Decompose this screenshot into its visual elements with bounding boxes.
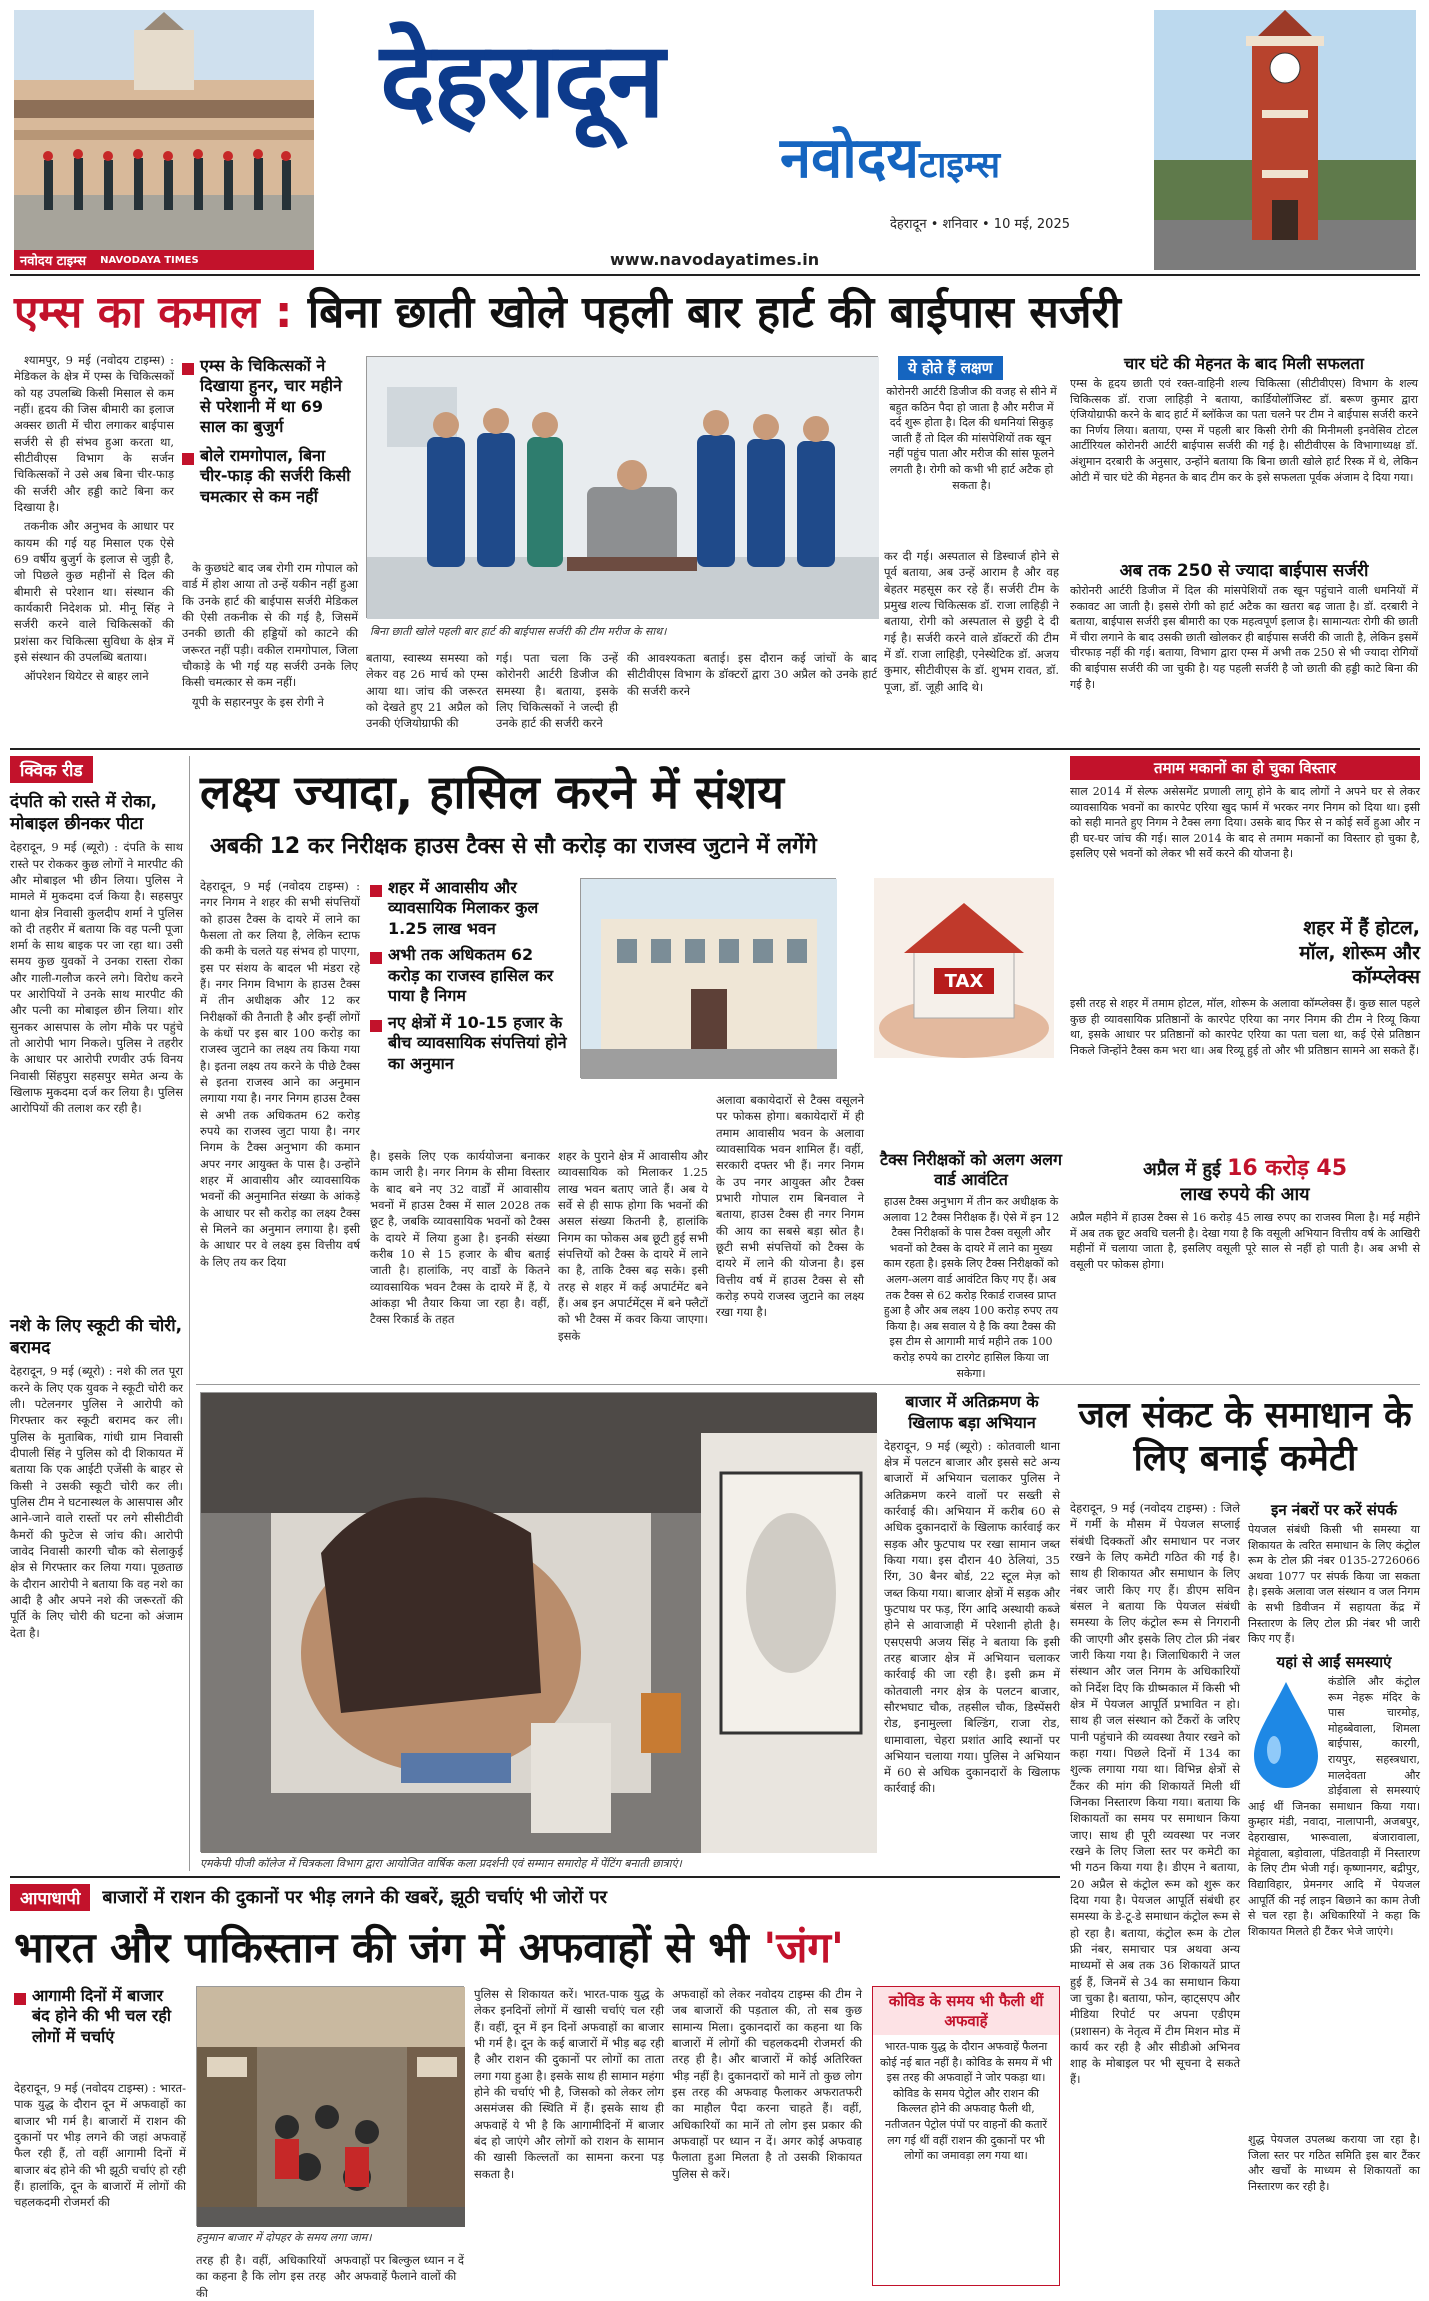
lakshan-title: ये होते हैं लक्षण <box>898 356 1003 380</box>
tax-bullet-3-text: नए क्षेत्रों में 10-15 हजार के बीच व्यावसायिक संपत्तियां होने का अनुमान <box>388 1012 567 1073</box>
april-text: अप्रैल महीने में हाउस टैक्स से 16 करोड़ 45 लाख रुपए का राजस्व मिला है। मई महीने में अब तक छूट अवधि चलनी है। देखा गया है कि वसूली अभियान वित्तीय वर्ष के आखिरी महीनों में चलाया जाता है, इसलिए वसूली पूरे साल से नहीं हो पाती है। अब अभी से वसूली पर फोकस होगा। <box>1070 1211 1420 1271</box>
masthead-title: देहरादून <box>380 19 663 141</box>
rumors-photo-caption: हनुमान बाजार में दोपहर के समय लगा जाम। <box>196 2231 372 2244</box>
kickread-h1: दंपति को रास्ते में रोका, मोबाइल छीनकर पीटा <box>10 792 158 835</box>
tax-side-head2: शहर में हैं होटल, मॉल, शोरूम और कॉम्प्लेक्स <box>1299 917 1420 989</box>
tax-bullet-3 <box>370 1013 570 1074</box>
tax-subhead: अबकी 12 कर निरीक्षक हाउस टैक्स से सौ करोड़ का राजस्व जुटाने में लगेंगे <box>210 834 817 859</box>
masthead-photo-parade <box>14 10 314 250</box>
issues-head: यहां से आईं समस्याएं <box>1276 1653 1392 1671</box>
rumors-col3: अफवाहों पर बिल्कुल ध्यान न दें और अफवाहें फैलाने वालों की <box>334 2253 464 2284</box>
water-side <box>1248 1500 1420 2280</box>
aiims-col2-end: यूपी के सहारनपुर के इस रोगी ने <box>192 694 324 709</box>
tax-side-text2: इसी तरह से शहर में तमाम होटल, मॉल, शोरूम के अलावा कॉम्प्लेक्स हैं। कुछ साल पहले कुछ ही व्यावसायिक प्रतिष्ठानों के कारपेट एरिया का नगर निगम की टीम ने रिव्यू किया था, इसके आधार पर प्रतिष्ठानों को कारपेट एरिया का पता चला था, कई ऐसे प्रतिष्ठान निकले जिन्होंने टैक्स कम भरा था। अब रिव्यू हुई तो और भी प्रतिष्ठान सामने आ सकते हैं। <box>1070 997 1420 1057</box>
aiims-col2 <box>182 560 358 744</box>
rumors-headline-a: भारत और पाकिस्तान की जंग में अफवाहों से भी <box>14 1923 764 1972</box>
masthead-brand-block <box>780 118 1000 194</box>
sub-brand-en: NAVODAYA TIMES <box>100 254 199 266</box>
tax-office-photo <box>580 878 836 1078</box>
tax-bullet-2-text: अभी तक अधिकतम 62 करोड़ का राजस्व हासिल कर पाया है निगम <box>388 945 554 1006</box>
rumors-bullet-item <box>14 1986 184 2047</box>
rumors-col1: देहरादून, 9 मई (नवोदय टाइम्स) : भारत-पाक युद्ध के दौरान दून में अफवाहों का बाजार भी गर्म है। बाजारों में राशन की दुकानों पर भीड़ लगने की जहां अफवाहें फैल रही हैं, तो वहीं आगामी दिनों में बाजार बंद होने की भी झूठी चर्चाएं हो रही हैं। हालांकि, दून के बाजारों में लोगों की चहलकदमी रोजमर्रा की <box>14 2081 186 2210</box>
aiims-col3: बताया, स्वास्थ्य समस्या को लेकर वह 26 मार्च को एम्स आया था। जांच की जरूरत को देखते हुए 21 अप्रैल को उनकी एंजियोग्राफी की <box>366 651 488 731</box>
aiims-right-head2: अब तक 250 से ज्यादा बाईपास सर्जरी <box>1119 561 1369 581</box>
water-drop-icon <box>1248 1678 1324 1788</box>
website-link[interactable]: www.navodayatimes.in <box>610 250 820 269</box>
aiims-photo-caption: बिना छाती खोले पहली बार हार्ट की बाईपास सर्जरी की टीम मरीज के साथ। <box>370 625 667 638</box>
aiims-bullet-1-text: एम्स के चिकित्सकों ने दिखाया हुनर, चार महीने से परेशानी में था 69 साल का बुजुर्ग <box>200 356 342 437</box>
rumors-headline-b: 'जंग' <box>763 1923 844 1972</box>
tax-bullet-2 <box>370 945 570 1006</box>
tax-side <box>1070 756 1420 1376</box>
water-headline: जल संकट के समाधान के लिए बनाई कमेटी <box>1078 1395 1412 1480</box>
art-exhibition-photo <box>200 1392 876 1852</box>
svg-text:TAX: TAX <box>944 971 984 992</box>
inspectors-box <box>880 1150 1062 1394</box>
masthead-brand: नवोदय <box>780 126 919 191</box>
sub-brand-strip <box>14 250 314 270</box>
aiims-col4: गई। पता चला कि उन्हें कोरोनरी आर्टरी डिजीज की समस्या है। बताया, इसके लिए चिकित्सकों ने जल्दी ही उनके हार्ट की सर्जरी करने <box>496 651 618 731</box>
tax-col1: देहरादून, 9 मई (नवोदय टाइम्स) : नगर निगम ने शहर की सभी संपत्तियों को हाउस टैक्स के दायरे में लाने का फैसला तो कर लिया है, लेकिन स्टाफ की कमी के चलते यह संभव हो पाएगा, इस पर संशय के बादल भी मंडरा रहे हैं। नगर निगम विभाग के हाउस टैक्स में तीन अधीक्षक और 12 कर निरीक्षकों की तैनाती है और इन्हीं लोगों के कंधों पर इस बार 100 करोड़ का राजस्व जुटाने का लक्ष्य तय किया गया है। इतना लक्ष्य तय करने के पीछे टैक्स से इतना राजस्व आने का अनुमान लगाया गया है। नगर निगम हाउस टैक्स से अभी तक अधिकतम 62 करोड़ रुपये का राजस्व जुटा पाया है। नगर निगम के टैक्स अनुभाग की कमान अपर नगर आयुक्त के पास है। उन्होंने शहर में आवासीय और व्यावसायिक भवनों की अनुमानित संख्या के आंकड़े के आधार पर सौ करोड़ का लक्ष्य टैक्स से मिलने का अनुमान लगाया है। इसी के आधार पर वे लक्ष्य इस वित्तीय वर्ष के लिए तय कर दिया <box>200 879 360 1269</box>
aiims-bullet-2 <box>182 446 352 507</box>
aiims-col1 <box>14 352 174 742</box>
rumors-kicker: बाजारों में राशन की दुकानों पर भीड़ लगने की खबरें, झूठी चर्चाएं भी जोरों पर <box>102 1887 607 1908</box>
covid-box <box>872 1986 1060 2286</box>
rule-top <box>10 274 1420 276</box>
kickread-column <box>10 756 190 1871</box>
water-col1: देहरादून, 9 मई (नवोदय टाइम्स) : जिले में गर्मी के मौसम में पेयजल सप्लाई संबंधी दिक्कतों और समाधान पर नजर रखने के लिए कमेटी गठित की गई है। साथ ही शिकायत और समाधान के लिए नंबर जारी किए गए हैं। डीएम सविन बंसल ने बताया कि पेयजल संबंधी समस्या के लिए कंट्रोल रूम से निगरानी की जाएगी और इसके लिए टोल फ्री नंबर जारी किया गया है। जिलाधिकारी ने जल संस्थान और जल निगम के अधिकारियों को निर्देश दिए कि ग्रीष्मकाल में किसी भी क्षेत्र में पेयजल आपूर्ति प्रभावित न हो। साथ ही जल संस्थान को टैंकरों के जरिए पानी पहुंचाने की व्यवस्था तैयार रखने को कहा गया। पिछले दिनों में 134 का शुल्क लगाया गया था। विभिन्न क्षेत्रों से टैंकर की मांग की शिकायतें मिली थीं जिनका निस्तारण किया गया। बताया कि शिकायतों का समय पर समाधान किया जाए। साथ ही पूरी व्यवस्था पर नजर रखने के लिए जिला स्तर पर कमेटी का भी गठन किया गया है। डीएम ने बताया, 20 अप्रैल से कंट्रोल रूम को शुरू कर दिया गया है। पेयजल आपूर्ति संबंधी हर समस्या के डे-टू-डे समाधान कंट्रोल रूम से हो रहा है। बताया, कंट्रोल रूम के टोल फ्री नंबर, समाचार पत्र अथवा अन्य माध्यमों से अब तक 36 शिकायतें प्राप्त हुई हैं, जिनमें से 34 का समाधान किया जा चुका है। बताया, फोन, व्हाट्सएप और मीडिया रिपोर्ट पर अपना एडीएम (प्रशासन) के नेतृत्व में टीम मिशन मोड में कार्य कर रही है और सीडीओ अभिनव शाह के मोबाइल पर भी सूचना दे सकते हैं। <box>1070 1501 1240 2087</box>
covid-text: भारत-पाक युद्ध के दौरान अफवाहें फैलना कोई नई बात नहीं है। कोविड के समय में भी इस तरह की अफवाहों ने जोर पकड़ा था। कोविड के समय पेट्रोल और राशन की किल्लत होने की अफवाह फैली थी, नतीजतन पेट्रोल पंपों पर वाहनों की कतारें लग गई थीं वहीं राशन की दुकानों पर भी लोगों का जमावड़ा लग गया था। <box>879 2040 1053 2163</box>
issues-text: कंडोलि और कंट्रोल रूम नेहरू मंदिर के पास चारमोड़, मोहब्बेवाला, शिमला बाईपास, कारगी, रायपुर, सहस्त्रधारा, मालदेवता और डोईवाला से समस्याएं आई थीं जिनका समाधान किया गया। कुम्हार मंडी, नवादा, नालापानी, अजबपुर, देहराखास, भारूवाला, बंजारावाला, मेहूंवाला, बड़ोवाला, पंडितवाड़ी में निस्तारण के लिए टीम भेजी गई। कृष्णानगर, बद्रीपुर, विद्याविहार, प्रेमनगर आदि में पेयजल आपूर्ति की नई लाइन बिछाने का काम तेजी से चल रहा है। अधिकारियों ने कहा कि शिकायत मिलते ही टैंकर भेजे जाएंगे। <box>1248 1675 1420 1938</box>
aiims-team-photo <box>366 356 878 618</box>
rumors-col4: पुलिस से शिकायत करें। भारत-पाक युद्ध के लेकर इनदिनों लोगों में खासी चर्चाएं चल रही हैं। वहीं, दून में इन दिनों अफवाहों का बाजार भी गर्म है। दून के कई बाजारों में भीड़ बढ़ रही है और राशन की दुकानों पर लोगों का ताता लगा गया हुआ है। इसके साथ ही सामान महंगा होने की चर्चाएं भी है, जिसको को लेकर लोग असमंजस की स्थिति में हैं। इसके साथ ही अफवाहें ये भी है कि आगामीदिनों में बाजार बंद हो जाएंगे और लोगों को राशन के सामान की खासी किल्लतों का सामना करना पड़ सकता है। <box>474 1987 664 2181</box>
tax-headline: लक्ष्य ज्यादा, हासिल करने में संशय <box>200 765 784 819</box>
aiims-right-head: चार घंटे की मेहनत के बाद मिली सफलता <box>1124 354 1364 373</box>
aiims-headline-red: एम्स का कमाल : <box>14 287 293 338</box>
encroach-text: देहरादून, 9 मई (ब्यूरो) : कोतवाली थाना क्षेत्र में पलटन बाजार और इससे सटे अन्य बाजारों में अभियान चलाकर पुलिस ने अतिक्रमण करने वालों पर सख्ती से कार्रवाई की। अभियान में करीब 60 से अधिक दुकानदारों के खिलाफ कार्रवाई कर सड़क और फुटपाथ पर रखा सामान जब्त किया गया। इस दौरान 40 ठेलियां, 35 रिंग, 30 बैनर बोर्ड, 22 स्टूल मेज़ को जब्त किया गया। बाजार क्षेत्रों में सड़क और फुटपाथ पर फड़, रिंग आदि अस्थायी कब्जे होने से आवाजाही में परेशानी होती है। एसएसपी अजय सिंह ने बताया कि इसी तरह बाजार क्षेत्र में अभियान चलाकर कार्रवाई की जा रही है। इसी क्रम में कोतवाली नगर क्षेत्र के पलटन बाजार, सौरभघाट चौक, तहसील चौक, डिस्पेंसरी रोड, इनामुल्ला बिल्डिंग, राजा रोड, धामावाला, चेहरा प्रशांत आदि स्थानों पर अभियान चलाया गया। पुलिस ने अभियान में 60 से अधिक दुकानदारों के खिलाफ कार्रवाई की। <box>884 1438 1060 1796</box>
rumors-tag: आपाधापी <box>10 1884 90 1911</box>
rumors-headline <box>14 1918 1060 1975</box>
rule-row3 <box>196 1384 1420 1385</box>
april-head <box>1070 1152 1420 1206</box>
aiims-right-text: एम्स के हृदय छाती एवं रक्त-वाहिनी शल्य चिकित्सा (सीटीवीएस) विभाग के शल्य चिकित्सक डॉ. राजा लाहिड़ी ने बताया, कार्डियोलॉजिस्ट डॉ. बरूण कुमार द्वारा एंजियोग्राफी करने के बाद हार्ट में ब्लॉकेज का पता चलने पर टीम ने बाईपास सर्जरी करने का निर्णय लिया। बताया, एम्स में पहली बार किसी रोगी की मिनीमली इनवेसिव टोटल आर्टीरियल कोरोनरी आर्टरी बाईपास सर्जरी की गई है। सीटीवीएस के विभागाध्यक्ष डॉ. अंशुमान दरबारी के अनुसार, उन्होंने बताया कि बिना छाती खोले हार्ट रिस्क में थे, लेकिन ओटी में चार घंटे की मेहनत के बाद टीम कर के इसे सफलता पूर्वक अंजाम दे दिया गया। <box>1070 377 1418 484</box>
sub-brand: नवोदय टाइम्स <box>20 254 87 269</box>
aiims-col5: कर दी गई। अस्पताल से डिस्चार्ज होने से पूर्व बताया, अब उन्हें आराम है और वह बेहतर महसूस कर रहे हैं। सर्जरी टीम के प्रमुख शल्य चिकित्सक डॉ. राजा लाहिड़ी ने बताया, रोगी को अस्पताल से छुट्टी दे दी गई है। सर्जरी करने वाले डॉक्टरों की टीम में डॉ. राजा लाहिड़ी, एनेस्थेटिक डॉ. अजय कुमार, सीटीवीएस के डॉ. शुभम रावत, डॉ. पूजा, डॉ. जूही आदि थे। <box>884 549 1059 694</box>
aiims-right <box>1070 352 1418 742</box>
tax-house-illustration <box>874 878 1054 1058</box>
aiims-col6: की आवश्यकता बताई। इस दौरान कई जांचों के बाद सीटीवीएस विभाग के डॉक्टरों द्वारा 30 अप्रैल को उनके हार्ट की सर्जरी करने <box>627 651 877 698</box>
aiims-bullet-1 <box>182 356 352 438</box>
aiims-col1-text: तकनीक और अनुभव के आधार पर कायम की गई यह मिसाल एक ऐसे 69 वर्षीय बुजुर्ग के इलाज से जुड़ी है, जो पिछले कुछ महीनों से दिल की बीमारी से परेशान था। संस्थान की कार्यकारी निदेशक प्रो. मीनू सिंह ने सर्जरी करने वाले चिकित्सकों की प्रशंसा कर चिकित्सा सुविधा के क्षेत्र में इसे संस्थान की उपलब्धि बताया। <box>14 519 174 664</box>
rumors-col5: अफवाहों को लेकर नवोदय टाइम्स की टीम ने जब बाजारों की पड़ताल की, तो सब कुछ सामान्य मिला। दुकानदारों का कहना था कि बाजारों में लोगों की चहलकदमी रोजमर्रा की तरह ही है। और बाजारों में कोई अतिरिक्त भीड़ नहीं है। दुकानदारों को मानें तो कुछ लोग इस तरह की अफवाह फैलाकर अफरातफरी का माहौल पैदा करना चाहते हैं। वहीं, अधिकारियों का मानें तो लोग इस प्रकार की अफवाहों पर ध्यान न दें। अगर कोई अफवाह फैलाता हुआ मिलता है तो उसकी शिकायत पुलिस से करें। <box>672 1987 862 2181</box>
contact-text: पेयजल संबंधी किसी भी समस्या या शिकायत के त्वरित समाधान के लिए कंट्रोल रूम के टोल फ्री नंबर 0135-2726066 अथवा 1077 पर संपर्क किया जा सकता है। इसके अलावा जल संस्थान व जल निगम के सभी डिवीजन में सहायता केंद्र में निस्तारण के लिए टोल फ्री नंबर भी जारी किए गए हैं। <box>1248 1523 1420 1646</box>
april-head-a: अप्रैल में हुई <box>1142 1159 1228 1181</box>
art-caption: एमकेपी पीजी कॉलेज में चित्रकला विभाग द्वारा आयोजित वार्षिक कला प्रदर्शनी एवं सम्मान समारोह में पेंटिंग बनाती छात्राएं। <box>200 1857 682 1870</box>
aiims-right-text2: कोरोनरी आर्टरी डिजीज में दिल की मांसपेशियों तक खून पहुंचाने वाली धमनियों में रुकावट आ जाती है। इससे रोगी को हार्ट अटैक का खतरा बढ़ जाता है। डॉ. दरबारी ने बताया, बाईपास सर्जरी इस बीमारी का एक महत्वपूर्ण इलाज है। सामान्यतः रोगी की छाती में चीरा लगाने के बाद उसकी छाती खोलकर ही बाईपास सर्जरी की जाती है, लेकिन इसमें चीरफाड़ नहीं की गई। बताया, विभाग द्वारा एम्स में अभी तक 250 से भी ज्यादा रोगियों की बाईपास सर्जरी की जा चुकी है। यह पहली सर्जरी है जो छाती की हड्डी काटे बिना की गई है। <box>1070 584 1418 691</box>
encroach-head: बाजार में अतिक्रमण के खिलाफ बड़ा अभियान <box>905 1392 1039 1432</box>
lakshan-box <box>884 356 1059 556</box>
masthead <box>0 0 1429 272</box>
tax-col3: शहर के पुराने क्षेत्र में आवासीय और व्यावसायिक को मिलाकर 1.25 लाख भवन बताए जाते हैं। अब ये सर्वे से ही साफ होगा कि भवनों की असल संख्या कितनी है, हालांकि निगम का फोकस अब छूटी हुई सभी संपत्तियों को टैक्स के दायरे में लाने का है, ताकि टैक्स बढ़ सके। इसी तरह से शहर में कई अपार्टमेंट बने हैं। अब इन अपार्टमेंट्स में बने फ्लैटों को भी टैक्स में कवर किया जाएगा। इसके <box>558 1149 708 1343</box>
kickread-tag: क्विक रीड <box>10 756 93 783</box>
masthead-photo-clocktower <box>1154 10 1416 270</box>
tax-col4: अलावा बकायेदारों से टैक्स वसूलने पर फोकस होगा। बकायेदारों में ही तमाम आवासीय भवन के अलावा व्यावसायिक भवन शामिल हैं। वहीं, सरकारी दफ्तर भी हैं। नगर निगम के उप नगर आयुक्त और टैक्स प्रभारी गोपाल राम बिनवाल ने बताया, हाउस टैक्स ही नगर निगम की आय का सबसे बड़ा स्रोत है। छूटी सभी संपत्तियों को टैक्स के दायरे में लाने की योजना है। इस वित्तीय वर्ष में हाउस टैक्स से सौ करोड़ रुपये राजस्व जुटाने का लक्ष्य रखा गया है। <box>716 1093 864 1320</box>
masthead-brand-suffix: टाइम्स <box>918 145 1001 186</box>
rumors-bullet-text: आगामी दिनों में बाजार बंद होने की भी चल रही लोगों में चर्चाएं <box>32 1986 172 2046</box>
hanuman-bazaar-photo <box>196 1986 464 2226</box>
inspectors-head: टैक्स निरीक्षकों को अलग अलग वार्ड आवंटित <box>880 1150 1062 1189</box>
tax-bullets <box>370 878 570 1074</box>
kickread-t1: देहरादून, 9 मई (ब्यूरो) : दंपति के साथ रास्ते पर रोककर कुछ लोगों ने मारपीट की और मोबाइल भी छीन लिया। पुलिस ने मामले में मुकदमा दर्ज किया है। सहसपुर थाना क्षेत्र निवासी कुलदीप शर्मा ने पुलिस को दी तहरीर में बताया कि वह पत्नी पूजा शर्मा के साथ बाइक पर जा रहा था। उसी समय कुछ युवकों ने उनका रास्ता रोका और गाली-गलौज करने लगे। विरोध करने पर आरोपियों ने उनके साथ मारपीट की और पत्नी का मोबाइल छीन लिया। शोर सुनकर आसपास के लोग मौके पर पहुंचे तो आरोपी भाग निकले। पुलिस ने तहरीर के आधार पर आरोपी रणवीर उर्फ विनय निवासी सिंहपुरा सहसपुर समेत अन्य के खिलाफ मुकदमा दर्ज कर लिया है। पुलिस आरोपियों की तलाश कर रही है। <box>10 840 183 1116</box>
rule-row2 <box>10 748 1420 750</box>
aiims-headline <box>14 280 1414 346</box>
aiims-col1-end: ऑपरेशन थियेटर से बाहर लाने <box>24 669 149 684</box>
rumors-col2: तरह ही है। वहीं, अधिकारियों का कहना है कि लोग इस तरह की <box>196 2253 326 2300</box>
covid-head: कोविड के समय भी फैली थीं अफवाहें <box>873 1987 1059 2035</box>
rumors-bullet <box>14 1986 184 2047</box>
aiims-lead: श्यामपुर, 9 मई (नवोदय टाइम्स) : मेडिकल के क्षेत्र में एम्स के चिकित्सकों को यह उपलब्धि किसी मिसाल से कम नहीं। हृदय की जिस बीमारी का इलाज अक्सर छाती में चीरा लगाकर बाईपास सर्जरी से ही संभव हुआ करता था, सीटीवीएस विभाग के सर्जन चिकित्सकों ने उसे अब बिना चीर-फाड़ की सर्जरी और हड्डी काटे बिना कर दिखाया है। <box>14 353 174 514</box>
dateline: देहरादून • शनिवार • 10 मई, 2025 <box>890 217 1070 232</box>
april-head-b: 16 करोड़ 45 <box>1227 1156 1348 1182</box>
aiims-headline-black: बिना छाती खोले पहली बार हार्ट की बाईपास सर्जरी <box>307 287 1121 338</box>
aiims-col2-text: के कुछघंटे बाद जब रोगी राम गोपाल को वार्ड में होश आया तो उन्हें यकीन नहीं हुआ कि उनके हार्ट की बाईपास सर्जरी मेडिकल की ऐसी तकनीक से की गई है, जिसमें उनकी छाती की हड्डियों को काटने की जरूरत नहीं पड़ी। वकील रामगोपाल, जिला चौकाड़े के भी गई यह सर्जरी उनके लिए किसी चमत्कार से कम नहीं। <box>182 561 358 690</box>
lakshan-text: कोरोनरी आर्टरी डिजीज की वजह से सीने में बहुत कठिन पैदा हो जाता है और मरीज में दर्द शुरू होता है। दिल की धमनियां सिकुड़ जाती हैं तो दिल की मांसपेशियों तक खून नहीं पहुंच पाता और मरीज की सांस फूलने लगती है। रोगी को कभी भी हार्ट अटैक हो सकता है। <box>886 385 1057 492</box>
rule-row4 <box>10 1876 1060 1878</box>
april-head-c: लाख रुपये की आय <box>1180 1184 1310 1206</box>
aiims-bullets <box>182 356 352 507</box>
contact-head: इन नंबरों पर करें संपर्क <box>1271 1501 1397 1519</box>
tax-side-tag: तमाम मकानों का हो चुका विस्तार <box>1070 756 1420 780</box>
water-footer: शुद्ध पेयजल उपलब्ध कराया जा रहा है। जिला स्तर पर गठित समिति इस बार टैंकर और खर्चों के माध्यम से शिकायतों का निस्तारण कर रही है। <box>1248 2133 1420 2193</box>
rumors-kicker-bar <box>10 1882 1060 1912</box>
tax-side-text: साल 2014 में सेल्फ असेसमेंट प्रणाली लागू होने के बाद लोगों ने अपने घर से लेकर व्यावसायिक भवनों का कारपेट एरिया खुद फार्म में भरकर नगर निगम को दिया था। इसी को सही मानते हुए निगम ने टैक्स लगा दिया। उसके बाद फिर से न कोई सर्वे हुआ और न ही घर-घर जांच की गई। साल 2014 के बाद से तमाम मकानों का विस्तार हो चुका है, इसलिए एसे भवनों को लेकर भी सर्वे करने की योजना है। <box>1070 785 1420 861</box>
encroach-box <box>884 1392 1060 1867</box>
tax-bullet-1-text: शहर में आवासीय और व्यावसायिक मिलाकर कुल 1.25 लाख भवन <box>388 878 539 938</box>
tax-col2: है। इसके लिए एक कार्ययोजना बनाकर काम जारी है। नगर निगम के सीमा विस्तार के बाद बने नए 32 वार्डों में आवासीय भवनों में हाउस टैक्स में साल 2028 तक छूट है, जबकि व्यावसायिक भवनों को टैक्स के दायरे में लिया हुआ है। इनकी संख्या करीब 10 से 15 हजार के बीच बताई जाती है। हालांकि, नए वार्डों के कितने व्यावसायिक भवन टैक्स के दायरे में हैं, ये आंकड़ा भी तैयार किया जा रहा है। वहीं, टैक्स रिकार्ड के तहत <box>370 1149 550 1327</box>
inspectors-text: हाउस टैक्स अनुभाग में तीन कर अधीक्षक के अलावा 12 टैक्स निरीक्षक हैं। ऐसे में इन 12 टैक्स निरीक्षकों के पास टैक्स वसूली और भवनों को टैक्स के दायरे में लाने का मुख्य काम रहता है। इसके लिए टैक्स निरीक्षकों को अलग-अलग वार्ड आवंटित किए गए हैं। अब तक टैक्स से 62 करोड़ रिकार्ड राजस्व प्राप्त हुआ है और अब लक्ष्य 100 करोड़ रुपए तय किया है। अब सवाल ये है कि क्या टैक्स की इस टीम से आगामी मार्च महीने तक 100 करोड़ रुपये का टारगेट हासिल किया जा सकेगा। <box>882 1195 1060 1380</box>
aiims-bullet-2-text: बोले रामगोपाल, बिना चीर-फाड़ की सर्जरी किसी चमत्कार से कम नहीं <box>200 445 351 506</box>
kickread-t2: देहरादून, 9 मई (ब्यूरो) : नशे की लत पूरा करने के लिए एक युवक ने स्कूटी चोरी कर ली। पटेलनगर पुलिस ने आरोपी को गिरफ्तार कर स्कूटी बरामद कर ली। पुलिस के मुताबिक, गांधी ग्राम निवासी दीपाली सिंह ने पुलिस को दी शिकायत में बताया कि एक आईटी एजेंसी के बाहर से किसी ने उसकी स्कूटी चोरी कर ली। पुलिस टीम ने घटनास्थल के आसपास और आने-जाने वाले रास्तों पर लगे सीसीटीवी कैमरों की फुटेज से जांच की। आरोपी जावेद निवासी कारगी चौक को सेलाकुई क्षेत्र से गिरफ्तार कर लिया गया। पूछताछ के दौरान आरोपी ने बताया कि वह नशे का आदी है और अपने नशे की जरूरतों की पूर्ति के लिए चोरी की घटना को अंजाम देता है। <box>10 1364 183 1640</box>
tax-bullet-1 <box>370 878 570 939</box>
kickread-h2: नशे के लिए स्कूटी की चोरी, बरामद <box>10 1316 183 1359</box>
